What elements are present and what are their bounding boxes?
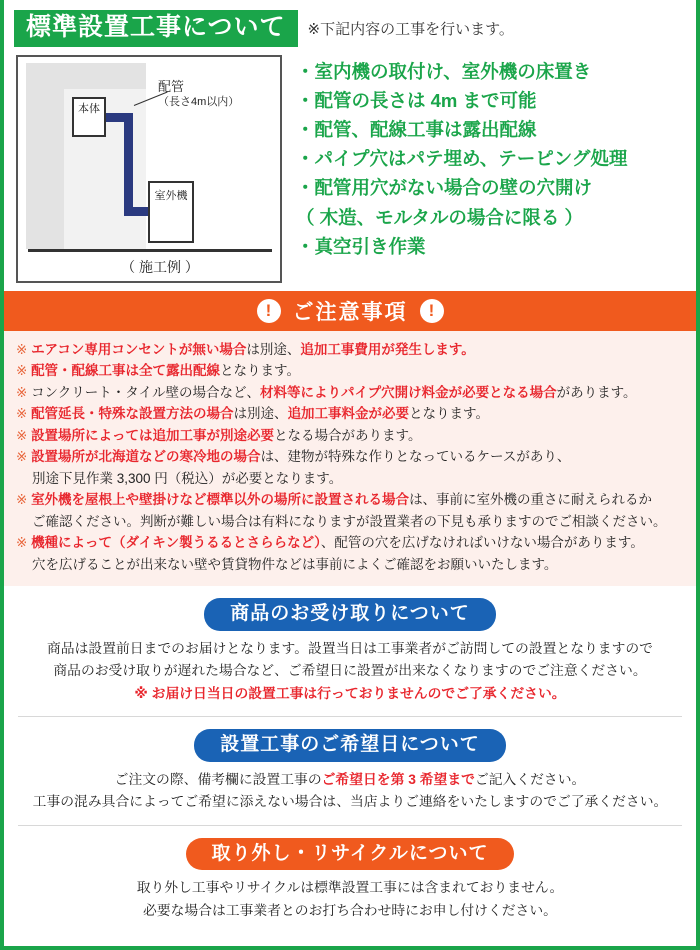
cautions-heading: ご注意事項: [292, 300, 408, 324]
caution-text: となる場合があります。: [274, 427, 422, 443]
caution-item: [16, 383, 684, 404]
caution-text: 追加工事料金が必要: [287, 406, 410, 422]
bullet-item: ・真空引き作業: [296, 235, 426, 257]
caution-text: ※: [16, 406, 32, 422]
divider: [18, 825, 682, 826]
cautions-list: [4, 331, 696, 587]
caution-text: 室外機を屋根上や壁掛けなど標準以外の場所に設置される場合: [31, 492, 410, 508]
cautions-section: [4, 291, 696, 587]
section1-header: [4, 6, 696, 49]
caution-item: [16, 447, 684, 468]
cautions-header: [4, 291, 696, 331]
caution-text: 露出配線: [166, 363, 221, 379]
installation-diagram: [16, 55, 282, 283]
bullet-item: ・パイプ穴はパテ埋め、テーピング処理: [296, 148, 628, 170]
section5-header: [4, 838, 696, 871]
product-receipt-section: [4, 598, 696, 705]
caution-text: エアコン専用コンセントが無い場合: [31, 341, 247, 357]
diagram-wall-left: [26, 63, 64, 249]
caution-text: ※: [16, 492, 32, 508]
caution-item: [16, 469, 684, 490]
caution-text: コンクリート・タイル壁の場合など、: [31, 384, 261, 400]
caution-text: 配管延長・特殊な設置方法の場合: [31, 406, 234, 422]
caution-text: は別途、: [233, 406, 288, 422]
exclamation-icon: !: [420, 299, 444, 323]
caution-text: ご確認ください。判断が難しい場合は有料になりますが設置業者の下見も承りますのでご相談ください。: [32, 513, 667, 529]
bullet-item: （ 木造、モルタルの場合に限る ）: [296, 206, 584, 228]
caution-item: [16, 361, 684, 382]
caution-text: 穴を広げることが出来ない壁や賃貸物件などは事前によくご確認をお願いいたします。: [32, 556, 558, 572]
caution-text: 設置場所によっては追加工事が別途必要: [31, 427, 275, 443]
caution-item: [16, 490, 684, 511]
diagram-pipe-sublabel: （長さ4m以内）: [158, 96, 240, 109]
diagram-outdoor-unit: [148, 181, 194, 243]
section1-note: ※下記内容の工事を行います。: [307, 20, 514, 38]
caution-text: 機種によって（ダイキン製うるるとさららなど）: [31, 535, 321, 551]
section3-line3: ※ お届け日当日の設置工事は行っておりませんのでご了承ください。: [134, 685, 566, 701]
section3-line1: 商品は設置前日までのお届けとなります。設置当日は工事業者がご訪問しての設置となりますので: [47, 641, 653, 657]
caution-item: [16, 340, 684, 361]
installation-bullets: [282, 55, 688, 283]
section5-text: [4, 870, 696, 922]
caution-item: [16, 426, 684, 447]
exclamation-icon: !: [257, 299, 281, 323]
section5-line1: 取り外し工事やリサイクルは標準設置工事には含まれておりません。: [136, 880, 564, 896]
bullet-item: ・配管用穴がない場合の壁の穴開け: [296, 177, 593, 199]
bullet-list: [296, 57, 686, 262]
section4-line2: 工事の混み具合によってご希望に添えない場合は、当店よりご連絡をいたしますのでご了承ください。: [32, 794, 668, 810]
diagram-ground-line: [28, 249, 272, 252]
caution-text: ※: [16, 384, 32, 400]
diagram-outdoor-unit-label: 室外機: [154, 189, 188, 202]
caution-item: [16, 555, 684, 576]
diagram-pipe-label: 配管: [158, 78, 185, 94]
caution-item: [16, 404, 684, 425]
caution-text: は、事前に室外機の重さに耐えられるか: [409, 492, 653, 508]
caution-text: 別途下見作業 3,300 円（税込）が必要となります。: [32, 470, 343, 486]
diagram-caption: （ 施工例 ）: [121, 258, 199, 275]
section3-heading: 商品のお受け取りについて: [204, 598, 496, 631]
preferred-date-section: [4, 729, 696, 814]
caution-text: となります。: [409, 406, 489, 422]
section4-heading: 設置工事のご希望日について: [194, 729, 506, 762]
caution-text: ※: [16, 449, 32, 465]
caution-text: となります。: [220, 363, 300, 379]
section3-text: [4, 631, 696, 705]
section5-line2: 必要な場合は工事業者とのお打ち合わせ時にお申し付けください。: [143, 902, 557, 918]
removal-recycle-section: [4, 838, 696, 923]
caution-text: は、建物が特殊な作りとなっているケースがあり、: [260, 449, 571, 465]
caution-text: ※: [16, 427, 32, 443]
bullet-item: ・室内機の取付け、室外機の床置き: [296, 60, 592, 82]
bullet-item: ・配管、配線工事は露出配線: [296, 118, 537, 140]
caution-text: 配管・配線工事は全て: [31, 363, 167, 379]
diagram-indoor-unit: 本体: [72, 97, 106, 137]
diagram-caption-wrap: [18, 257, 280, 277]
bullet-item: ・配管の長さは 4m まで可能: [296, 89, 537, 111]
divider: [18, 716, 682, 717]
section4-line1-pre: ご注文の際、備考欄に設置工事の: [114, 771, 322, 787]
caution-text: 追加工事費用が発生します。: [300, 341, 475, 357]
caution-text: 、配管の穴を広げなければいけない場合があります。: [320, 535, 644, 551]
caution-text: ※: [16, 363, 32, 379]
diagram-pipe-label-group: [158, 79, 239, 110]
diagram-pipe-vertical: [124, 113, 133, 213]
page-title: 標準設置工事について: [14, 10, 298, 47]
section4-text: [4, 762, 696, 814]
caution-text: 材料等によりパイプ穴開け料金が必要となる場合: [260, 384, 557, 400]
caution-text: 設置場所が北海道などの寒冷地の場合: [31, 449, 261, 465]
section3-header: [4, 598, 696, 631]
section5-heading: 取り外し・リサイクルについて: [186, 838, 515, 871]
section1-body: [4, 49, 696, 283]
section4-line1-post: ご記入ください。: [474, 771, 586, 787]
caution-item: [16, 512, 684, 533]
section3-line2: 商品のお受け取りが遅れた場合など、ご希望日に設置が出来なくなりますのでご注意ください。: [53, 663, 647, 679]
caution-text: ※: [16, 341, 32, 357]
caution-item: [16, 533, 684, 554]
standard-installation-section: [4, 0, 696, 283]
caution-text: は別途、: [246, 341, 301, 357]
caution-text: ※: [16, 535, 32, 551]
section4-header: [4, 729, 696, 762]
caution-text: があります。: [556, 384, 637, 400]
section4-line1-red: ご希望日を第 3 希望まで: [321, 771, 475, 787]
